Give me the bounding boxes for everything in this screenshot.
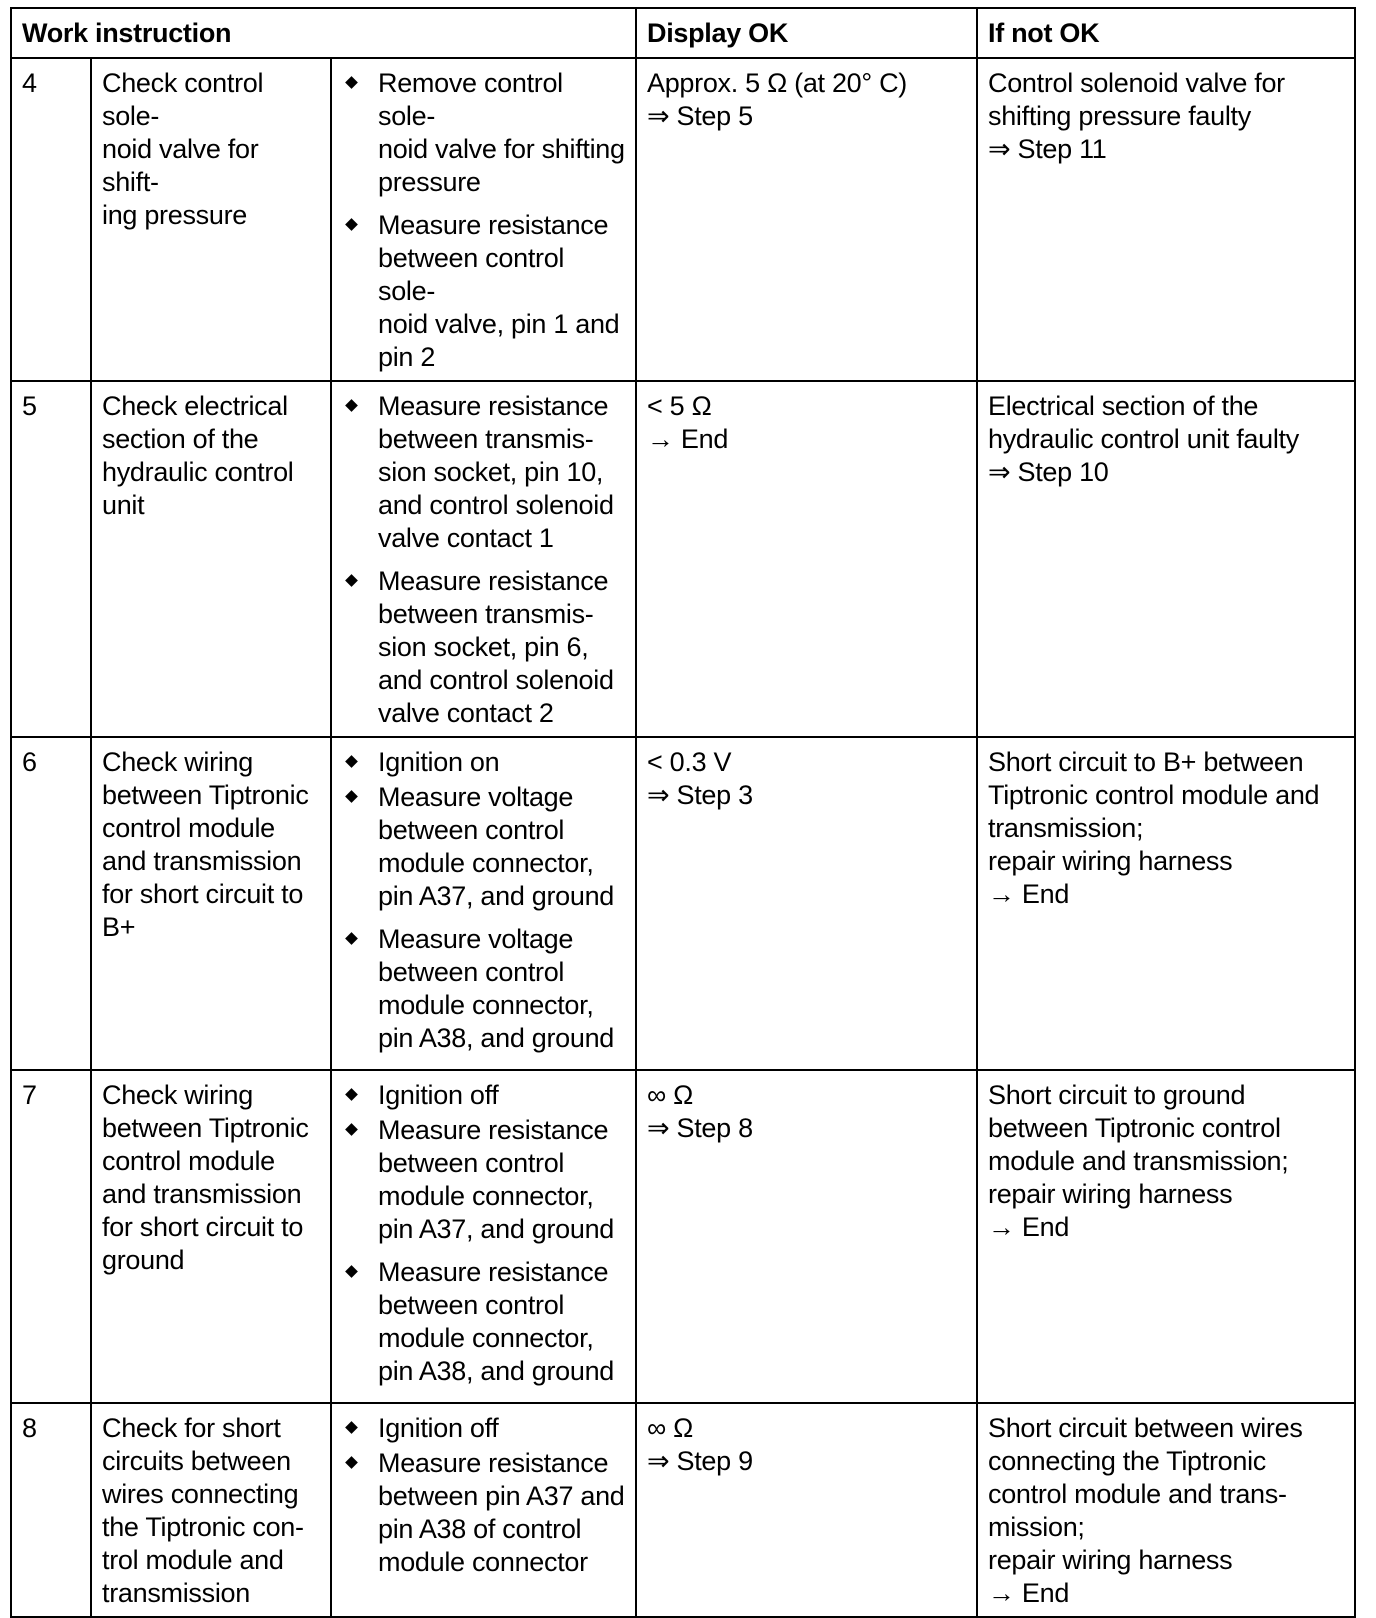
check-description-line: between Tiptronic — [102, 1113, 309, 1143]
instruction-text-line: Ignition off — [378, 1413, 499, 1443]
if-not-ok-line: hydraulic control unit faulty — [988, 424, 1299, 454]
instruction-text-line: between control — [378, 1148, 565, 1178]
if-not-ok-line: repair wiring harness — [988, 846, 1233, 876]
header-if-not-ok: If not OK — [977, 8, 1355, 58]
display-ok-line: < 5 Ω — [647, 391, 712, 421]
if-not-ok-cell — [977, 1403, 1355, 1617]
instruction-text-line: between control — [378, 1290, 565, 1320]
check-description-line: transmission — [102, 1578, 250, 1608]
instruction-text-line: pin A38, and ground — [378, 1356, 615, 1386]
header-display-ok: Display OK — [636, 8, 977, 58]
bullet-diamond-icon — [345, 1088, 358, 1101]
instruction-text-line: pin A38 of control — [378, 1514, 582, 1544]
if-not-ok-line: transmission; — [988, 813, 1144, 843]
instruction-text-line: Measure resistance — [378, 1115, 609, 1145]
check-description — [91, 1403, 331, 1617]
step-number: 4 — [11, 58, 91, 381]
check-description — [91, 737, 331, 1070]
bullet-diamond-icon — [345, 755, 358, 768]
if-not-ok-line: ⇒ Step 11 — [988, 134, 1107, 164]
instruction-text-line: module connector, — [378, 990, 594, 1020]
if-not-ok-line: → End — [988, 1578, 1070, 1608]
instruction-text-line: noid valve for shifting — [378, 134, 625, 164]
instruction-text-line: Measure resistance — [378, 1257, 609, 1287]
table-body — [11, 58, 1355, 1617]
check-description-line: Check wiring — [102, 1080, 253, 1110]
instruction-cell — [331, 58, 636, 381]
instruction-text-line: module connector — [378, 1547, 588, 1577]
instruction-text-line: between transmis- — [378, 424, 594, 454]
check-description-line: noid valve for shift- — [102, 134, 259, 197]
instruction-text-line: Measure voltage — [378, 924, 574, 954]
instruction-cell — [331, 381, 636, 737]
if-not-ok-line: ⇒ Step 10 — [988, 457, 1109, 487]
table-header-row — [11, 8, 1355, 58]
check-description — [91, 58, 331, 381]
instruction-item — [340, 1079, 627, 1112]
instruction-list — [340, 67, 627, 374]
check-description-line: for short circuit to — [102, 1212, 304, 1242]
if-not-ok-line: → End — [988, 879, 1070, 909]
if-not-ok-line: Short circuit between wires — [988, 1413, 1303, 1443]
bullet-diamond-icon — [345, 1265, 358, 1278]
instruction-item — [340, 1447, 627, 1579]
if-not-ok-cell — [977, 1070, 1355, 1403]
instruction-item — [340, 565, 627, 730]
instruction-text-line: and control solenoid — [378, 490, 614, 520]
instruction-text-line: Ignition on — [378, 747, 500, 777]
if-not-ok-line: Tiptronic control module and — [988, 780, 1320, 810]
instruction-text-line: pin 2 — [378, 342, 436, 372]
display-ok-line: ∞ Ω — [647, 1080, 694, 1110]
step-number: 5 — [11, 381, 91, 737]
display-ok-cell — [636, 737, 977, 1070]
instruction-list — [340, 1412, 627, 1579]
check-description-line: hydraulic control — [102, 457, 294, 487]
instruction-text-line: Measure resistance — [378, 391, 609, 421]
bullet-diamond-icon — [345, 932, 358, 945]
instruction-item — [340, 781, 627, 913]
check-description-line: Check electrical — [102, 391, 288, 421]
instruction-text-line: Ignition off — [378, 1080, 499, 1110]
check-description-line: Check wiring — [102, 747, 253, 777]
instruction-text-line: sion socket, pin 10, — [378, 457, 604, 487]
check-description-line: Check control sole- — [102, 68, 264, 131]
instruction-text-line: noid valve, pin 1 and — [378, 309, 620, 339]
bullet-diamond-icon — [345, 574, 358, 587]
if-not-ok-line: shifting pressure faulty — [988, 101, 1251, 131]
display-ok-line: ∞ Ω — [647, 1413, 694, 1443]
display-ok-line: Approx. 5 Ω (at 20° C) — [647, 68, 907, 98]
work-instruction-table — [10, 7, 1356, 1618]
bullet-diamond-icon — [345, 1123, 358, 1136]
instruction-text-line: between control — [378, 957, 565, 987]
if-not-ok-line: repair wiring harness — [988, 1179, 1233, 1209]
instruction-text-line: Remove control sole- — [378, 68, 563, 131]
display-ok-cell — [636, 381, 977, 737]
table-row — [11, 1070, 1355, 1403]
instruction-text-line: Measure resistance — [378, 210, 609, 240]
header-work-instruction: Work instruction — [11, 8, 636, 58]
if-not-ok-line: → End — [988, 1212, 1070, 1242]
if-not-ok-cell — [977, 58, 1355, 381]
if-not-ok-line: module and transmission; — [988, 1146, 1289, 1176]
instruction-text-line: sion socket, pin 6, — [378, 632, 589, 662]
display-ok-line: ⇒ Step 5 — [647, 101, 753, 131]
check-description-line: unit — [102, 490, 145, 520]
instruction-text-line: valve contact 2 — [378, 698, 554, 728]
instruction-text-line: between transmis- — [378, 599, 594, 629]
display-ok-line: < 0.3 V — [647, 747, 732, 777]
display-ok-cell — [636, 1070, 977, 1403]
step-number: 6 — [11, 737, 91, 1070]
instruction-text-line: between pin A37 and — [378, 1481, 625, 1511]
instruction-text-line: valve contact 1 — [378, 523, 554, 553]
table-row — [11, 381, 1355, 737]
bullet-diamond-icon — [345, 218, 358, 231]
instruction-text-line: pressure — [378, 167, 481, 197]
instruction-item — [340, 923, 627, 1055]
step-number: 7 — [11, 1070, 91, 1403]
if-not-ok-cell — [977, 381, 1355, 737]
check-description-line: circuits between — [102, 1446, 291, 1476]
instruction-text-line: and control solenoid — [378, 665, 614, 695]
instruction-text-line: pin A38, and ground — [378, 1023, 615, 1053]
bullet-diamond-icon — [345, 399, 358, 412]
check-description-line: Check for short — [102, 1413, 281, 1443]
display-ok-line: → End — [647, 424, 729, 454]
instruction-item — [340, 209, 627, 374]
instruction-text-line: between control — [378, 815, 565, 845]
display-ok-cell — [636, 1403, 977, 1617]
display-ok-cell — [636, 58, 977, 381]
if-not-ok-cell — [977, 737, 1355, 1070]
check-description-line: trol module and — [102, 1545, 284, 1575]
step-number: 8 — [11, 1403, 91, 1617]
instruction-cell — [331, 1403, 636, 1617]
check-description-line: and transmission — [102, 1179, 302, 1209]
instruction-item — [340, 746, 627, 779]
check-description-line: the Tiptronic con- — [102, 1512, 304, 1542]
if-not-ok-line: mission; — [988, 1512, 1085, 1542]
if-not-ok-line: Control solenoid valve for — [988, 68, 1285, 98]
check-description-line: control module — [102, 1146, 275, 1176]
instruction-item — [340, 1256, 627, 1388]
check-description-line: and transmission — [102, 846, 302, 876]
instruction-text-line: module connector, — [378, 1323, 594, 1353]
check-description-line: section of the — [102, 424, 259, 454]
check-description-line: ing pressure — [102, 200, 247, 230]
table-row — [11, 58, 1355, 381]
instruction-item — [340, 67, 627, 199]
instruction-cell — [331, 737, 636, 1070]
check-description-line: between Tiptronic — [102, 780, 309, 810]
instruction-item — [340, 1114, 627, 1246]
instruction-text-line: module connector, — [378, 848, 594, 878]
instruction-text-line: Measure resistance — [378, 1448, 609, 1478]
if-not-ok-line: repair wiring harness — [988, 1545, 1233, 1575]
instruction-text-line: pin A37, and ground — [378, 1214, 615, 1244]
if-not-ok-line: Electrical section of the — [988, 391, 1259, 421]
instruction-cell — [331, 1070, 636, 1403]
if-not-ok-line: Short circuit to B+ between — [988, 747, 1304, 777]
instruction-text-line: Measure voltage — [378, 782, 574, 812]
display-ok-line: ⇒ Step 9 — [647, 1446, 753, 1476]
bullet-diamond-icon — [345, 1456, 358, 1469]
display-ok-line: ⇒ Step 3 — [647, 780, 753, 810]
display-ok-line: ⇒ Step 8 — [647, 1113, 753, 1143]
instruction-text-line: module connector, — [378, 1181, 594, 1211]
instruction-item — [340, 390, 627, 555]
bullet-diamond-icon — [345, 76, 358, 89]
instruction-list — [340, 390, 627, 730]
instruction-list — [340, 1079, 627, 1388]
if-not-ok-line: connecting the Tiptronic — [988, 1446, 1266, 1476]
check-description-line: wires connecting — [102, 1479, 299, 1509]
instruction-text-line: between control sole- — [378, 243, 565, 306]
instruction-list — [340, 746, 627, 1055]
check-description-line: B+ — [102, 912, 136, 942]
check-description-line: for short circuit to — [102, 879, 304, 909]
check-description-line: control module — [102, 813, 275, 843]
instruction-text-line: pin A37, and ground — [378, 881, 615, 911]
if-not-ok-line: between Tiptronic control — [988, 1113, 1281, 1143]
check-description — [91, 1070, 331, 1403]
check-description-line: ground — [102, 1245, 185, 1275]
check-description — [91, 381, 331, 737]
bullet-diamond-icon — [345, 1421, 358, 1434]
instruction-text-line: Measure resistance — [378, 566, 609, 596]
instruction-item — [340, 1412, 627, 1445]
if-not-ok-line: control module and trans- — [988, 1479, 1287, 1509]
table-row — [11, 1403, 1355, 1617]
bullet-diamond-icon — [345, 790, 358, 803]
if-not-ok-line: Short circuit to ground — [988, 1080, 1246, 1110]
table-row — [11, 737, 1355, 1070]
